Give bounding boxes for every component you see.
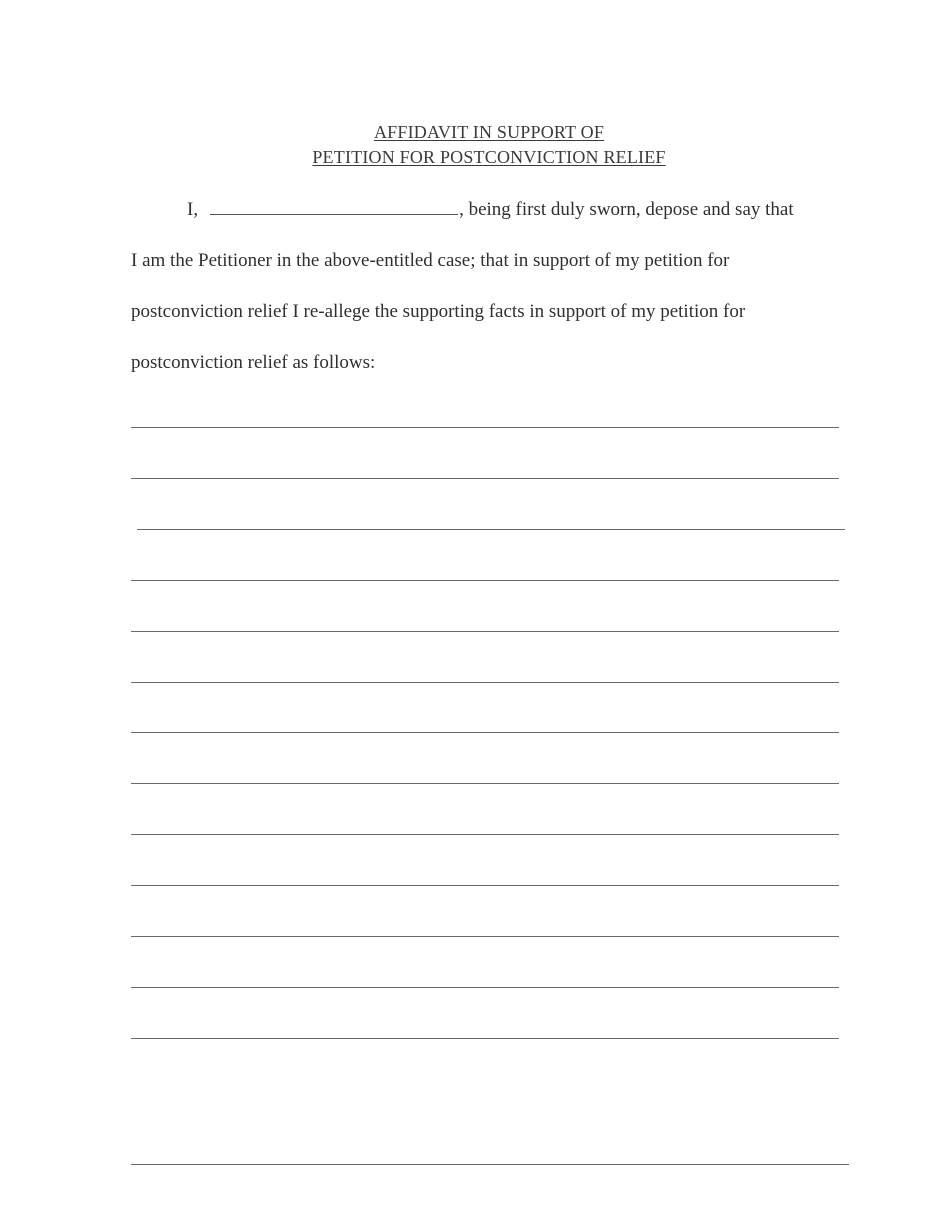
affiant-prefix: I, bbox=[187, 199, 199, 220]
document-title-line-2: PETITION FOR POSTCONVICTION RELIEF bbox=[312, 147, 666, 167]
writing-line[interactable] bbox=[131, 427, 839, 428]
writing-line[interactable] bbox=[131, 682, 839, 683]
writing-line[interactable] bbox=[131, 783, 839, 784]
affiant-name-blank[interactable] bbox=[210, 200, 458, 215]
writing-line[interactable] bbox=[131, 834, 839, 835]
affiant-suffix: , being first duly sworn, depose and say that bbox=[459, 199, 794, 220]
affidavit-line-4: postconviction relief as follows: bbox=[131, 352, 376, 373]
writing-line[interactable] bbox=[131, 885, 839, 886]
affidavit-line-1 bbox=[187, 199, 794, 221]
affidavit-line-2: I am the Petitioner in the above-entitled case; that in support of my petition for bbox=[131, 250, 730, 271]
document-title-line-1: AFFIDAVIT IN SUPPORT OF bbox=[373, 122, 605, 142]
writing-line[interactable] bbox=[131, 478, 839, 479]
writing-line[interactable] bbox=[131, 987, 839, 988]
writing-line[interactable] bbox=[131, 631, 839, 632]
writing-line[interactable] bbox=[131, 580, 839, 581]
affidavit-line-3: postconviction relief I re-allege the supporting facts in support of my petition for bbox=[131, 301, 746, 322]
writing-line[interactable] bbox=[137, 529, 845, 530]
signature-line[interactable] bbox=[131, 1164, 849, 1165]
writing-line[interactable] bbox=[131, 732, 839, 733]
writing-line[interactable] bbox=[131, 1038, 839, 1039]
writing-line[interactable] bbox=[131, 936, 839, 937]
